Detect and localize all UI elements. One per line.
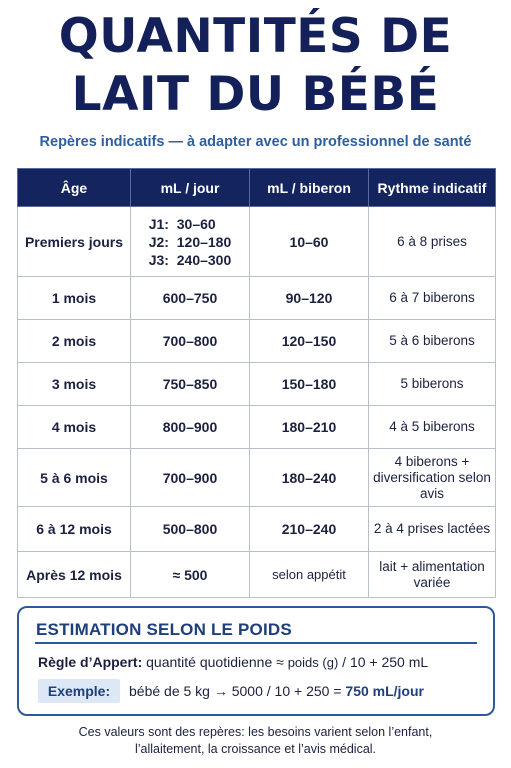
cell-bottle: 210–240 (250, 507, 369, 552)
table-row (18, 363, 496, 406)
daily-by-day-list (149, 215, 232, 269)
header-age: Âge (18, 169, 131, 207)
table-row (18, 320, 496, 363)
cell-daily (131, 207, 250, 277)
cell-rhythm: 4 à 5 biberons (369, 406, 496, 449)
rule-formula: / 10 + 250 mL (342, 654, 429, 670)
title-line-2: LAIT DU BÉBÉ (71, 67, 440, 122)
cell-age: Après 12 mois (18, 552, 131, 598)
footer-note (0, 724, 511, 758)
milk-quantity-table (17, 168, 496, 598)
cell-daily: ≈ 500 (131, 552, 250, 598)
table-row (18, 207, 496, 277)
example-label: Exemple: (38, 679, 120, 703)
cell-rhythm: 2 à 4 prises lactées (369, 507, 496, 552)
example-row (38, 679, 476, 703)
footer-line-2: l’allaitement, la croissance et l’avis médical. (134, 742, 377, 756)
page-title (0, 8, 511, 124)
table-header-row (18, 169, 496, 207)
cell-bottle: 10–60 (250, 207, 369, 277)
cell-age: 6 à 12 mois (18, 507, 131, 552)
example-calculation: bébé de 5 kg → 5000 / 10 + 250 = (129, 683, 342, 699)
daily-day-2: J2: 120–180 (148, 233, 232, 250)
table-row (18, 507, 496, 552)
estimation-divider (35, 642, 477, 644)
cell-bottle: 180–240 (250, 449, 369, 507)
cell-bottle: 180–210 (250, 406, 369, 449)
cell-age: Premiers jours (18, 207, 131, 277)
cell-bottle: 120–150 (250, 320, 369, 363)
cell-bottle: 90–120 (250, 277, 369, 320)
cell-rhythm: lait + alimentation variée (369, 552, 496, 598)
estimation-title: ESTIMATION SELON LE POIDS (36, 620, 292, 639)
header-ml-per-day: mL / jour (131, 169, 250, 207)
example-result: 750 mL/jour (345, 683, 424, 699)
example-text (129, 679, 424, 703)
cell-bottle: 150–180 (250, 363, 369, 406)
daily-day-3: J3: 240–300 (148, 251, 232, 268)
cell-age: 3 mois (18, 363, 131, 406)
cell-daily: 500–800 (131, 507, 250, 552)
subtitle: Repères indicatifs — à adapter avec un professionnel de santé (39, 134, 472, 150)
cell-age: 1 mois (18, 277, 131, 320)
footer-line-1: Ces valeurs sont des repères: les besoins varient selon l’enfant, (78, 725, 433, 739)
cell-age: 2 mois (18, 320, 131, 363)
rule-label: Règle d’Appert: (38, 654, 143, 670)
daily-day-1: J1: 30–60 (148, 215, 216, 232)
cell-rhythm: 5 à 6 biberons (369, 320, 496, 363)
weight-estimation-box (17, 606, 495, 716)
cell-rhythm: 6 à 7 biberons (369, 277, 496, 320)
cell-daily: 600–750 (131, 277, 250, 320)
header-ml-per-bottle: mL / biberon (250, 169, 369, 207)
cell-daily: 700–800 (131, 320, 250, 363)
cell-rhythm: 6 à 8 prises (369, 207, 496, 277)
cell-daily: 800–900 (131, 406, 250, 449)
rule-text: quantité quotidienne ≈ (146, 654, 284, 670)
table-row (18, 552, 496, 598)
appert-rule (38, 654, 428, 670)
cell-bottle: selon appétit (250, 552, 369, 598)
cell-rhythm: 4 biberons + diversification selon avis (369, 449, 496, 507)
cell-rhythm: 5 biberons (369, 363, 496, 406)
cell-daily: 700–900 (131, 449, 250, 507)
cell-age: 5 à 6 mois (18, 449, 131, 507)
cell-age: 4 mois (18, 406, 131, 449)
cell-daily: 750–850 (131, 363, 250, 406)
table-row (18, 277, 496, 320)
rule-weight: poids (g) (287, 655, 339, 670)
table-row (18, 449, 496, 507)
table-row (18, 406, 496, 449)
header-rhythm: Rythme indicatif (369, 169, 496, 207)
title-line-1: QUANTITÉS DE (58, 9, 453, 64)
